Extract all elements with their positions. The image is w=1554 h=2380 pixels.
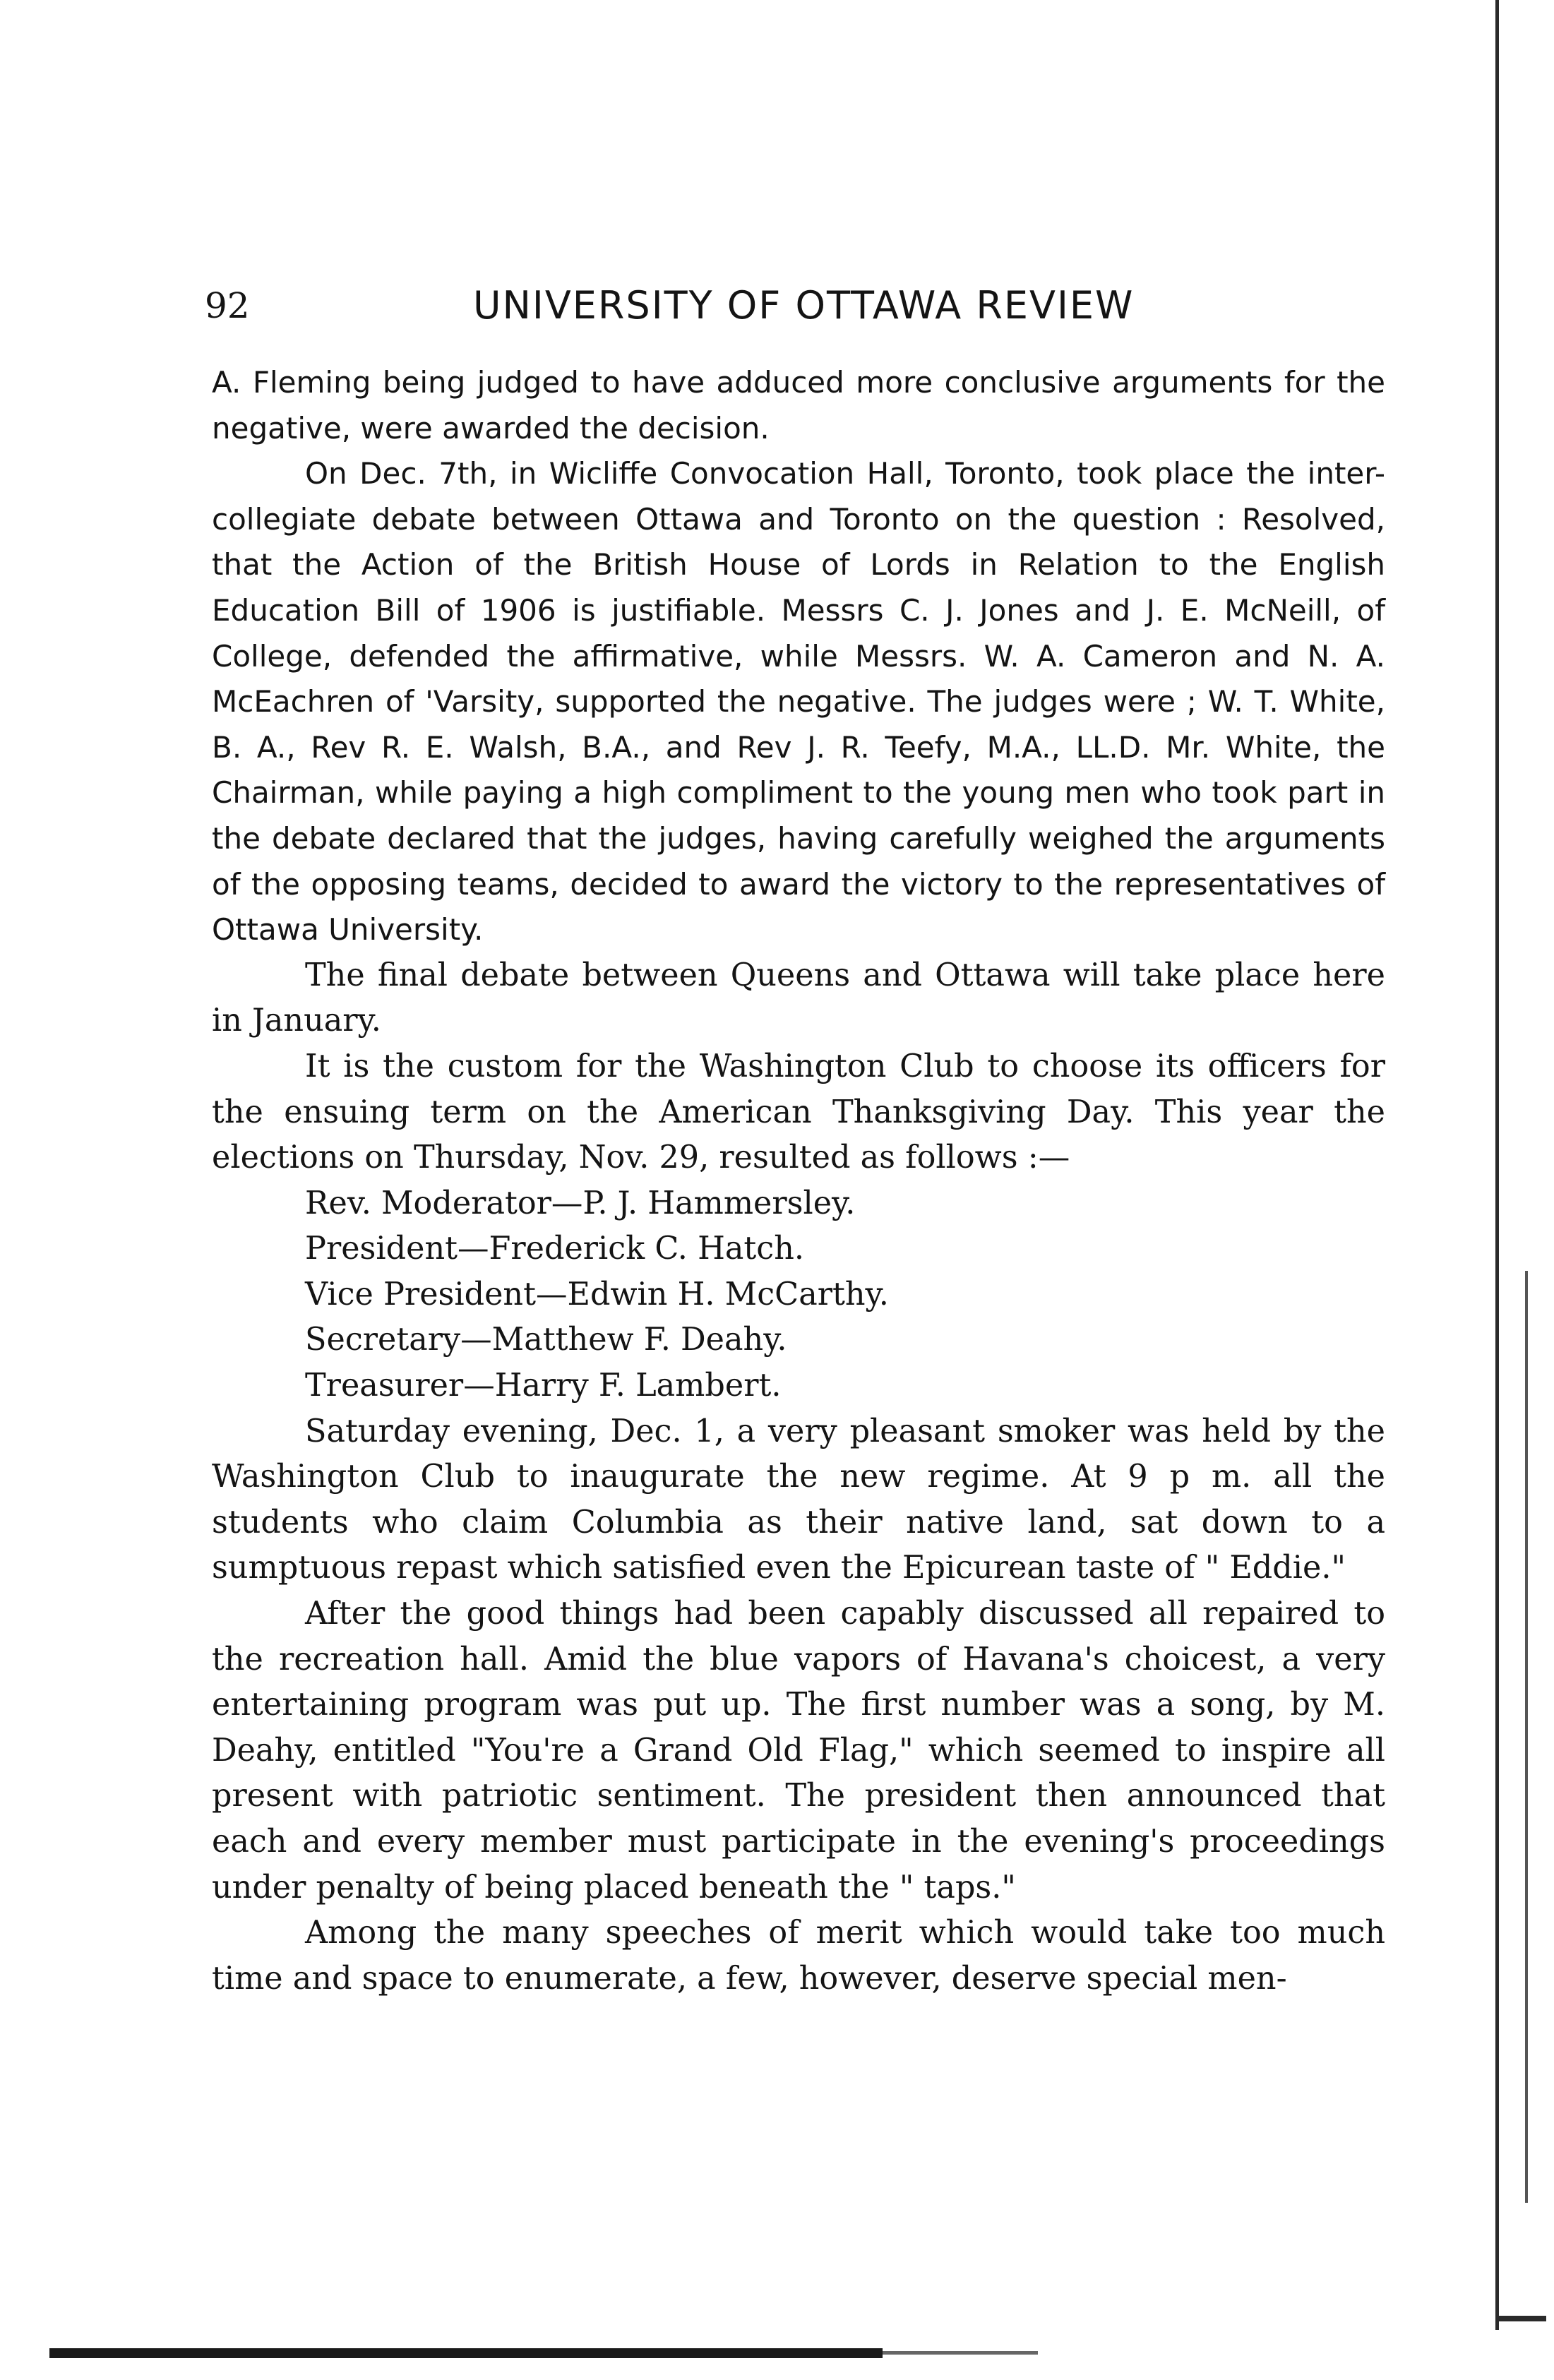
bottom-scan-rule <box>49 2348 883 2358</box>
officer-treasurer: Treasurer—Harry F. Lambert. <box>305 1368 782 1404</box>
paragraph-speeches: Among the many speeches of merit which would take too much time and space to enumerate, a few, however, deserve special men- <box>212 1915 1385 1997</box>
officer-vice-president: Vice President—Edwin H. McCarthy. <box>305 1276 889 1312</box>
bottom-scan-rule-tail <box>883 2351 1038 2355</box>
officer-secretary: Secretary—Matthew F. Deahy. <box>305 1322 787 1358</box>
page-edge-rule-inner <box>1525 1271 1528 2203</box>
page-edge-rule <box>1495 0 1499 2330</box>
paragraph-program: After the good things had been capably discussed all repaired to the recreation hall. Amid the blue vapors of Havana's choicest, a very entertaining program was put up. The first number was a song, by M. Deahy, entitled "You're a Grand Old Flag," which seemed to inspire all present with patriotic sentiment. The president then announced that each and every member must participate in the evening's proceedings under penalty of being placed beneath the " taps." <box>212 1596 1385 1906</box>
officer-moderator: Rev. Moderator—P. J. Hammersley. <box>305 1185 856 1221</box>
running-title: UNIVERSITY OF OTTAWA REVIEW <box>473 283 1135 328</box>
page-edge-corner <box>1495 2316 1546 2321</box>
page-header <box>205 274 1469 337</box>
paragraph-debate: On Dec. 7th, in Wicliffe Convocation Hall, Toronto, took place the inter-collegiate debate between Ottawa and Toronto on the question : Resolved, that the Action of the British House of Lords in Relation to the English Education Bill of 1906 is justifiable. Messrs C. J. Jones and J. E. McNeill, of College, defended the affirmative, while Messrs. W. A. Cameron and N. A. McEachren of 'Varsity, supported the negative. The judges were ; W. T. White, B. A., Rev R. E. Walsh, B.A., and Rev J. R. Teefy, M.A., LL.D. Mr. White, the Chairman, while paying a high compliment to the young men who took part in the debate declared that the judges, having carefully weighed the arguments of the opposing teams, decided to award the victory to the representatives of Ottawa University. <box>212 456 1385 947</box>
paragraph-washington-club: It is the custom for the Washington Club to choose its officers for the ensuing term on the American Thanksgiving Day. This year the elections on Thursday, Nov. 29, resulted as follows :— <box>212 1048 1385 1176</box>
paragraph-smoker: Saturday evening, Dec. 1, a very pleasant smoker was held by the Washington Club to inaugurate the new regime. At 9 p m. all the students who claim Columbia as their native land, sat down to a sumptuous repast which satisfied even the Epicurean taste of " Eddie." <box>212 1413 1385 1586</box>
article-body <box>212 360 1385 2002</box>
paragraph-fleming: A. Fleming being judged to have adduced more conclusive arguments for the negative, were awarded the decision. <box>212 365 1385 445</box>
page-number: 92 <box>205 285 250 326</box>
officer-president: President—Frederick C. Hatch. <box>305 1231 805 1267</box>
paragraph-final-debate: The final debate between Queens and Ottawa will take place here in January. <box>212 957 1385 1039</box>
